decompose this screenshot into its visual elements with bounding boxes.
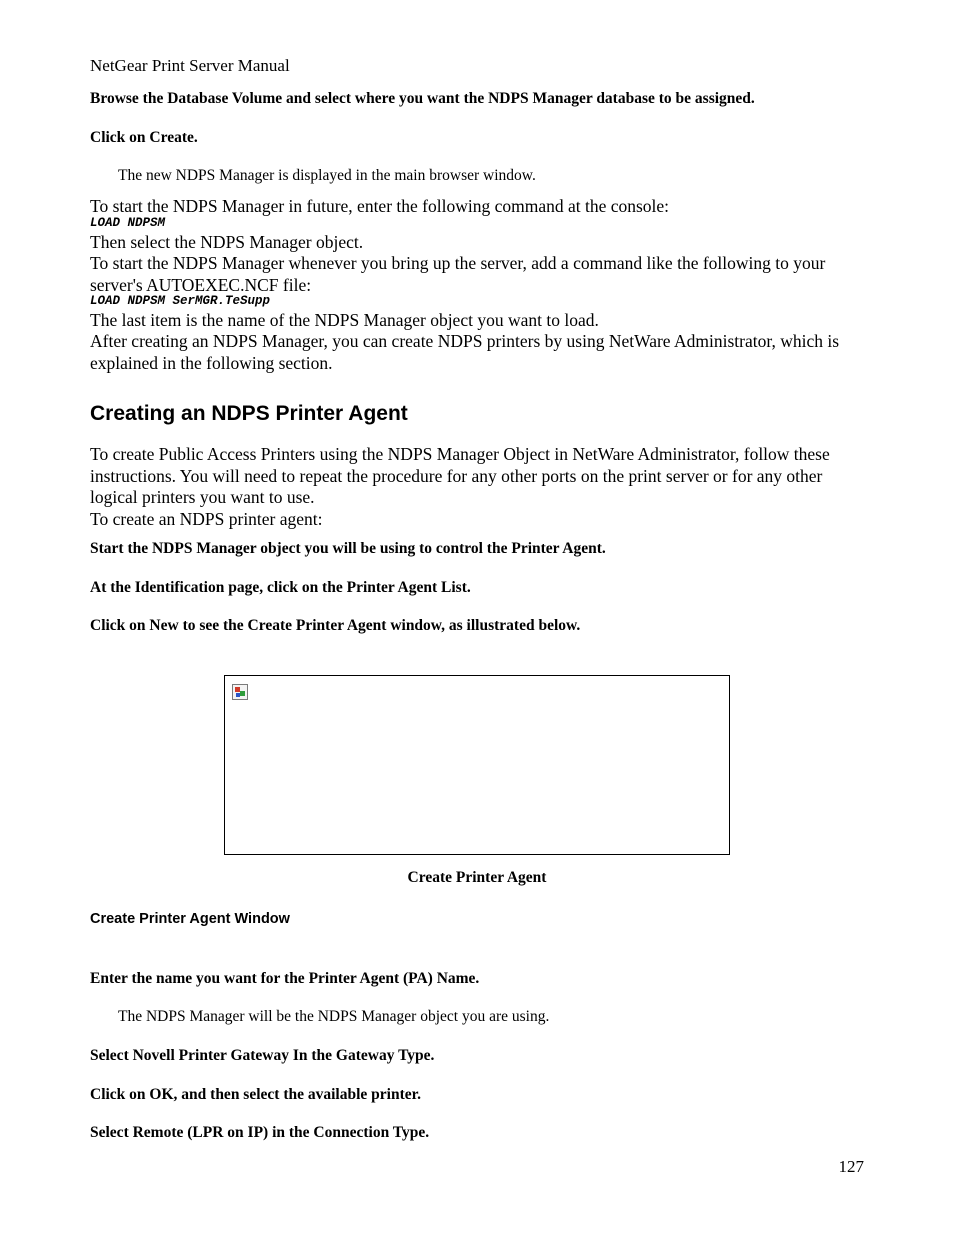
note-new-manager: The new NDPS Manager is displayed in the main browser window. [118, 167, 536, 184]
step-identification-page: At the Identification page, click on the Printer Agent List. [90, 579, 471, 596]
code-load-ndpsm-object: LOAD NDPSM SerMGR.TeSupp [90, 294, 271, 308]
para-public-access: To create Public Access Printers using the NDPS Manager Object in NetWare Administrator, follow these instructions. You will need to repeat the procedure for any other ports on the print server or for any other logical printers you want to use. [90, 444, 830, 507]
step-start-manager: Start the NDPS Manager object you will be using to control the Printer Agent. [90, 540, 606, 557]
step-enter-name: Enter the name you want for the Printer Agent (PA) Name. [90, 970, 480, 987]
figure-placeholder [224, 675, 730, 855]
figure-heading: Create Printer Agent Window [90, 911, 290, 927]
step-gateway-type: Select Novell Printer Gateway In the Gateway Type. [90, 1047, 435, 1064]
section-title: Creating an NDPS Printer Agent [90, 402, 408, 425]
step-click-ok: Click on OK, and then select the available printer. [90, 1086, 421, 1103]
note-ndps-manager: The NDPS Manager will be the NDPS Manager object you are using. [118, 1008, 550, 1025]
code-load-ndpsm: LOAD NDPSM [90, 216, 166, 230]
figure-caption: Create Printer Agent [407, 869, 547, 886]
para-to-create-agent: To create an NDPS printer agent: [90, 509, 323, 529]
running-header: NetGear Print Server Manual [90, 56, 290, 75]
broken-image-icon [232, 684, 248, 700]
para-last-item: The last item is the name of the NDPS Manager object you want to load. [90, 310, 599, 330]
step-click-new: Click on New to see the Create Printer Agent window, as illustrated below. [90, 617, 581, 634]
step-connection-type: Select Remote (LPR on IP) in the Connection Type. [90, 1124, 430, 1141]
para-select-object: Then select the NDPS Manager object. [90, 232, 364, 252]
para-start-console: To start the NDPS Manager in future, enter the following command at the console: [90, 196, 670, 216]
page-number: 127 [838, 1157, 864, 1176]
para-autoexec: To start the NDPS Manager whenever you bring up the server, add a command like the following to your server's AUTOEXEC.NCF file: [90, 253, 826, 295]
step-browse-database: Browse the Database Volume and select where you want the NDPS Manager database to be assigned. [90, 90, 755, 107]
para-after-creating: After creating an NDPS Manager, you can create NDPS printers by using NetWare Administrator, which is explained in the following section. [90, 331, 840, 373]
step-click-create: Click on Create. [90, 129, 198, 146]
